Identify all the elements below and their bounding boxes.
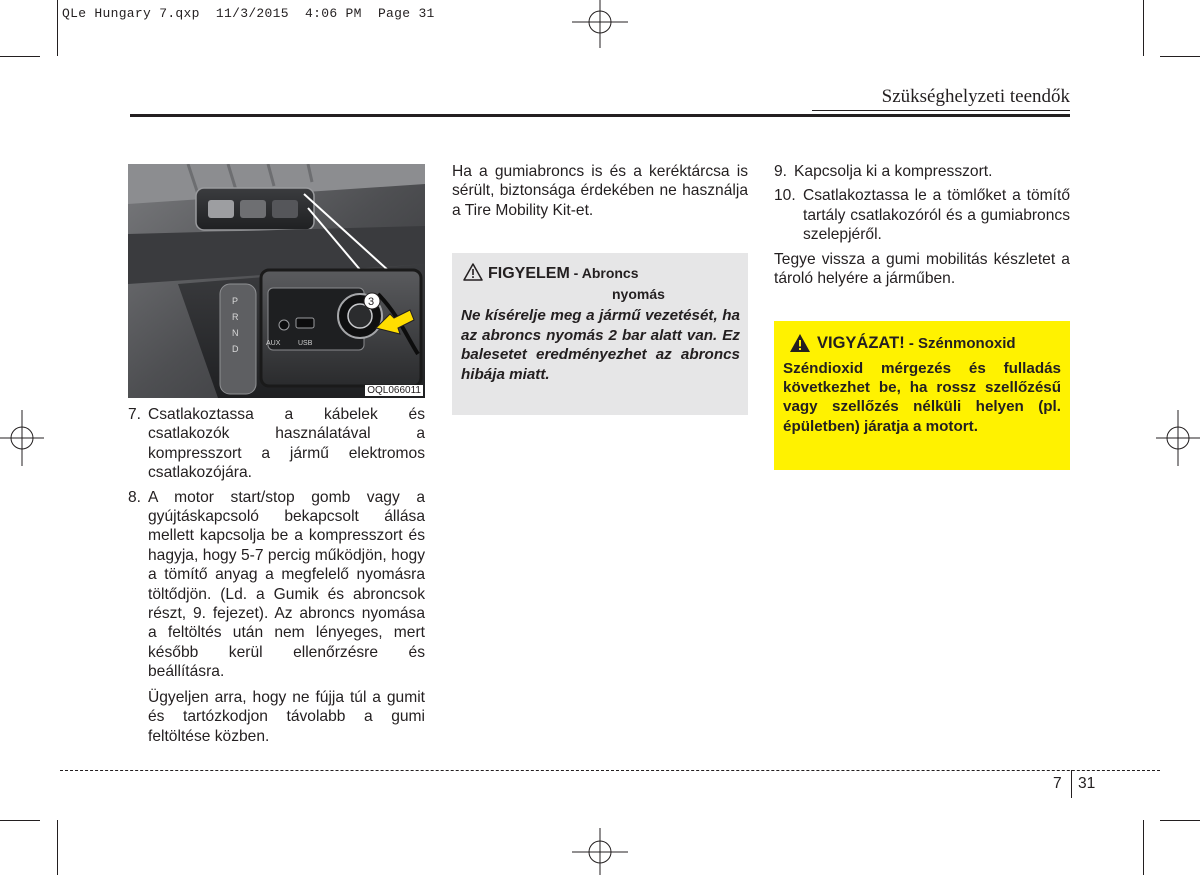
list-number: 7. (128, 406, 142, 423)
caution-body: Széndioxid mérgezés és fulladás következhet be, ha rossz szellőzésű vagy szellőzés nélküli helyen (pl. épületben) járatja a motort. (783, 360, 1061, 435)
caution-triangle-icon (789, 333, 811, 353)
header-rule-thin (812, 110, 1070, 111)
warning-label: FIGYELEM (488, 265, 570, 282)
list-number: 10. (774, 187, 796, 205)
list-item-7 (128, 405, 425, 483)
list-item-8 (128, 488, 425, 682)
registration-mark-bottom (572, 828, 628, 875)
warning-body: Ne kísérelje meg a jármű vezetését, ha az abroncs nyomás 2 bar alatt van. Ez balesetet eredményezhet az abroncs hibája miatt. (461, 307, 740, 383)
svg-text:3: 3 (368, 296, 375, 308)
caution-box (774, 321, 1070, 470)
page-number: 31 (1078, 775, 1096, 792)
page-number-separator (1071, 770, 1072, 798)
svg-text:N: N (232, 328, 239, 338)
warning-title: FIGYELEM - Abroncs (488, 265, 639, 282)
print-slug: QLe Hungary 7.qxp 11/3/2015 4:06 PM Page 31 (62, 6, 435, 21)
header-rule (130, 114, 1070, 117)
svg-text:P: P (232, 296, 239, 306)
warning-subject: Abroncs (581, 265, 639, 281)
caution-subject: Szénmonoxid (918, 335, 1016, 352)
svg-text:R: R (232, 312, 239, 322)
figure-code: OQL066011 (367, 385, 421, 396)
svg-text:D: D (232, 344, 239, 354)
svg-text:AUX: AUX (266, 340, 281, 347)
intro-paragraph: Ha a gumiabroncs is és a keréktárcsa is sérült, biztonsága érdekében ne használja a Tire Mobility Kit-et. (452, 163, 748, 219)
list-number: 8. (128, 488, 142, 506)
registration-mark-right (1156, 410, 1200, 466)
console-illustration (128, 164, 425, 398)
running-head: Szükséghelyzeti teendők (881, 86, 1070, 107)
footer-rule (60, 770, 1160, 771)
note-paragraph: Tegye vissza a gumi mobilitás készletet a tároló helyére a járműben. (774, 250, 1070, 288)
registration-mark-left (0, 410, 44, 466)
warning-box (452, 253, 748, 415)
caution-label: VIGYÁZAT! (817, 334, 905, 352)
list-item-9 (774, 162, 1070, 181)
chapter-number: 7 (1053, 775, 1062, 792)
note-paragraph: Ügyeljen arra, hogy ne fújja túl a gumit és tartózkodjon távolabb a gumi feltöltése közben. (148, 688, 425, 745)
svg-text:USB: USB (298, 340, 313, 347)
list-item-10 (774, 186, 1070, 244)
list-number: 9. (774, 163, 788, 180)
warning-subject-line2: nyomás (612, 286, 665, 302)
list-text: Csatlakoztassa a kábelek és csatlakozók használatával a kompresszort a jármű elektromos csatlakozójára. (148, 406, 425, 482)
caution-title: VIGYÁZAT! - Szénmonoxid (817, 334, 1016, 352)
list-text: Csatlakoztassa le a tömlőket a tömítő tartály csatlakozóról és a gumiabroncs szelepjéről. (803, 187, 1070, 244)
warning-triangle-icon (463, 263, 483, 281)
column-right (774, 162, 1070, 288)
console-figure (128, 164, 425, 398)
list-text: A motor start/stop gomb vagy a gyújtáskapcsoló bekapcsolt állása mellett kapcsolja be a kompresszort és hagyja, hogy 5-7 percig működjön, hogy a tömítő anyag a megfelelő nyomásra töltődjön. (Ld. a Gumik és abroncsok részt, 9. fejezet). Az abroncs nyomása a feltöltés után nem lényeges, mert később kerül ellenőrzésre és beállításra. (148, 488, 425, 681)
column-left (128, 405, 425, 746)
column-middle (452, 162, 748, 220)
list-text: Kapcsolja ki a kompresszort. (794, 163, 993, 180)
registration-mark-top (572, 0, 628, 48)
